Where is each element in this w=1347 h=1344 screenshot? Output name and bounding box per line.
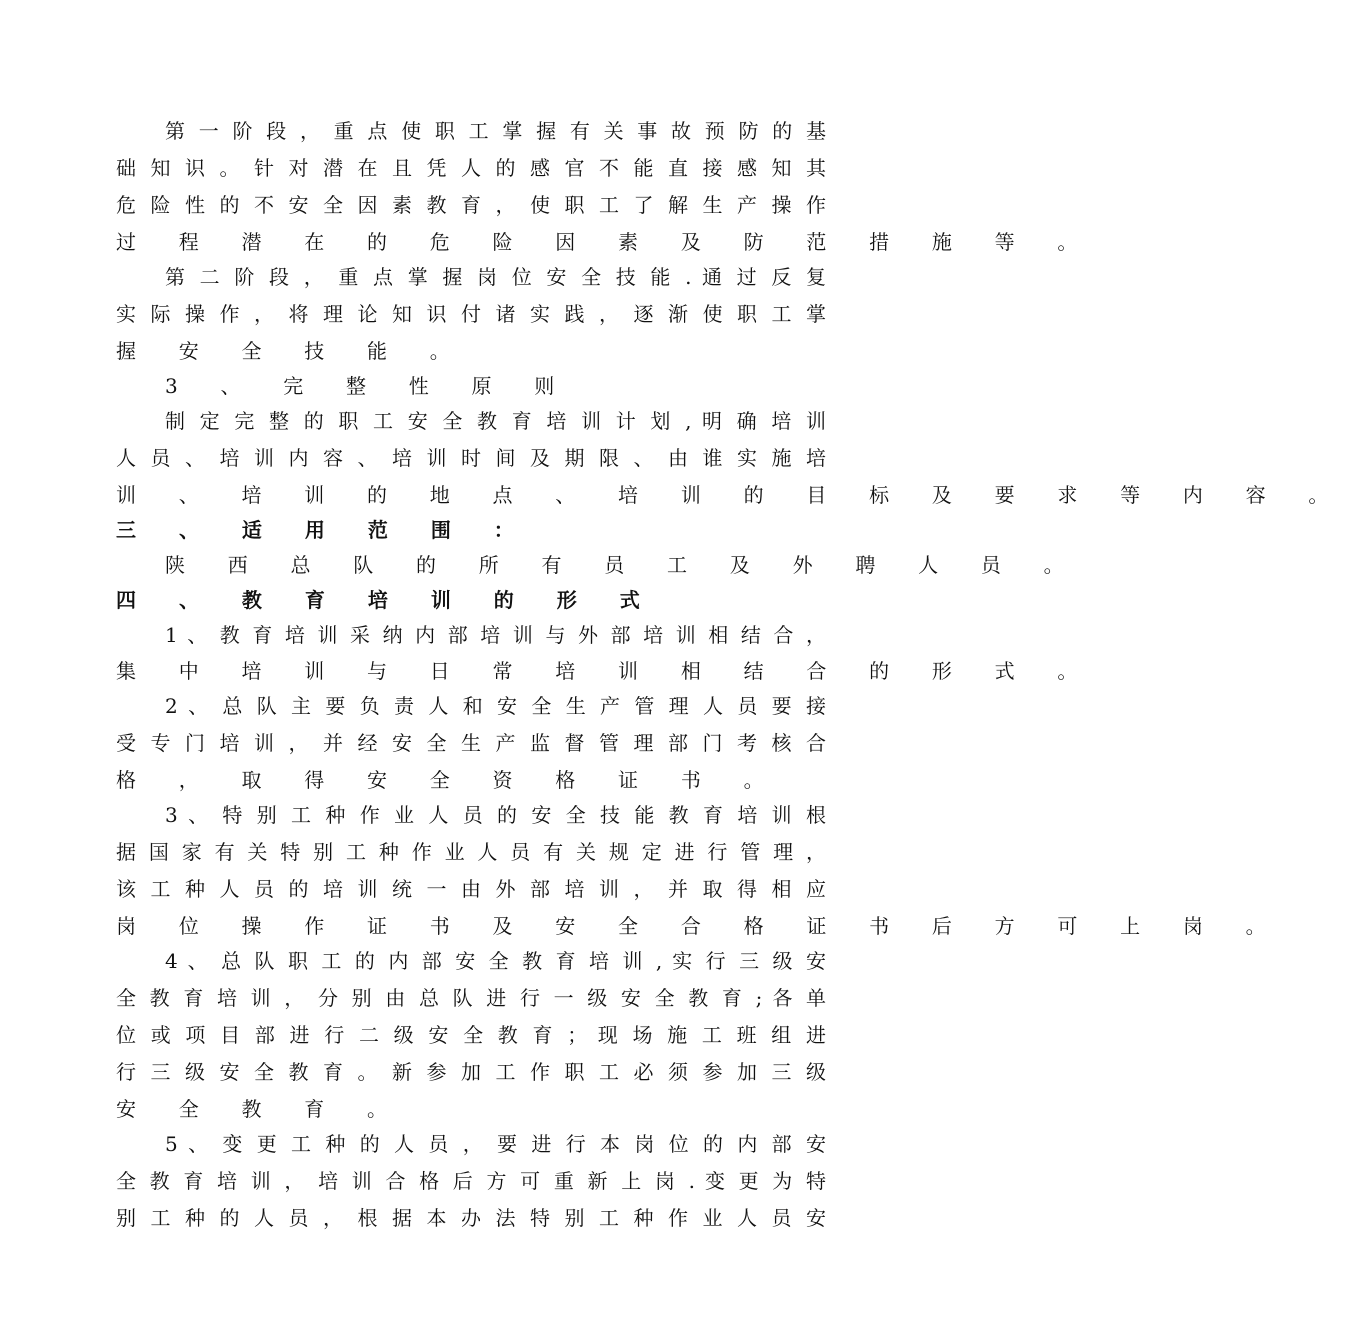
text-line: 全 教 育 培 训 ， 分 别 由 总 队 进 行 一 级 安 全 教 育 ; 各 单 [116,986,826,1010]
text-line: 人 员 、 培 训 内 容 、 培 训 时 间 及 期 限 、 由 谁 实 施 培 [116,446,826,470]
section-subheading: 3 、 完 整 性 原 则 [165,374,573,398]
text-line: 全 教 育 培 训 ， 培 训 合 格 后 方 可 重 新 上 岗 . 变 更 为 特 [116,1169,826,1193]
section-heading: 三 、 适 用 范 围 ： [116,518,532,542]
text-line: 行 三 级 安 全 教 育 。 新 参 加 工 作 职 工 必 须 参 加 三 级 [116,1060,826,1084]
text-line: 岗 位 操 作 证 书 及 安 全 合 格 证 书 后 方 可 上 岗 。 [116,914,1284,938]
text-line: 制 定 完 整 的 职 工 安 全 教 育 培 训 计 划 , 明 确 培 训 [165,409,826,433]
section-heading: 四 、 教 育 培 训 的 形 式 [116,588,658,612]
text-line: 受 专 门 培 训 ， 并 经 安 全 生 产 监 督 管 理 部 门 考 核 合 [116,731,826,755]
text-line: 础 知 识 。 针 对 潜 在 且 凭 人 的 感 官 不 能 直 接 感 知 其 [116,156,826,180]
text-line: 格 ， 取 得 安 全 资 格 证 书 。 [116,768,782,792]
text-line: 集 中 培 训 与 日 常 培 训 相 结 合 的 形 式 。 [116,659,1096,683]
text-line: 训 、 培 训 的 地 点 、 培 训 的 目 标 及 要 求 等 内 容 。 [116,483,1347,507]
text-line: 1 、 教 育 培 训 采 纳 内 部 培 训 与 外 部 培 训 相 结 合 ， [165,623,826,647]
text-line: 第 一 阶 段 ， 重 点 使 职 工 掌 握 有 关 事 故 预 防 的 基 [165,119,826,143]
text-line: 2 、 总 队 主 要 负 责 人 和 安 全 生 产 管 理 人 员 要 接 [165,694,826,718]
text-line: 位 或 项 目 部 进 行 二 级 安 全 教 育 ； 现 场 施 工 班 组 进 [116,1023,826,1047]
text-line: 别 工 种 的 人 员 ， 根 据 本 办 法 特 别 工 种 作 业 人 员 安 [116,1206,826,1230]
text-line: 5 、 变 更 工 种 的 人 员 ， 要 进 行 本 岗 位 的 内 部 安 [165,1132,826,1156]
text-line: 安 全 教 育 。 [116,1097,406,1121]
text-line: 危 险 性 的 不 安 全 因 素 教 育 ， 使 职 工 了 解 生 产 操 作 [116,193,826,217]
text-line: 过 程 潜 在 的 危 险 因 素 及 防 范 措 施 等 。 [116,230,1096,254]
text-line: 该 工 种 人 员 的 培 训 统 一 由 外 部 培 训 ， 并 取 得 相 应 [116,877,826,901]
text-line: 第 二 阶 段 ， 重 点 掌 握 岗 位 安 全 技 能 . 通 过 反 复 [165,265,826,289]
text-line: 陕 西 总 队 的 所 有 员 工 及 外 聘 人 员 。 [165,553,1082,577]
text-line: 握 安 全 技 能 。 [116,339,468,363]
text-line: 3 、 特 别 工 种 作 业 人 员 的 安 全 技 能 教 育 培 训 根 [165,803,826,827]
text-line: 4 、 总 队 职 工 的 内 部 安 全 教 育 培 训 , 实 行 三 级 安 [165,949,826,973]
text-line: 实 际 操 作 ， 将 理 论 知 识 付 诸 实 践 ， 逐 渐 使 职 工 掌 [116,302,826,326]
text-line: 据 国 家 有 关 特 别 工 种 作 业 人 员 有 关 规 定 进 行 管 理 ， [116,840,826,864]
